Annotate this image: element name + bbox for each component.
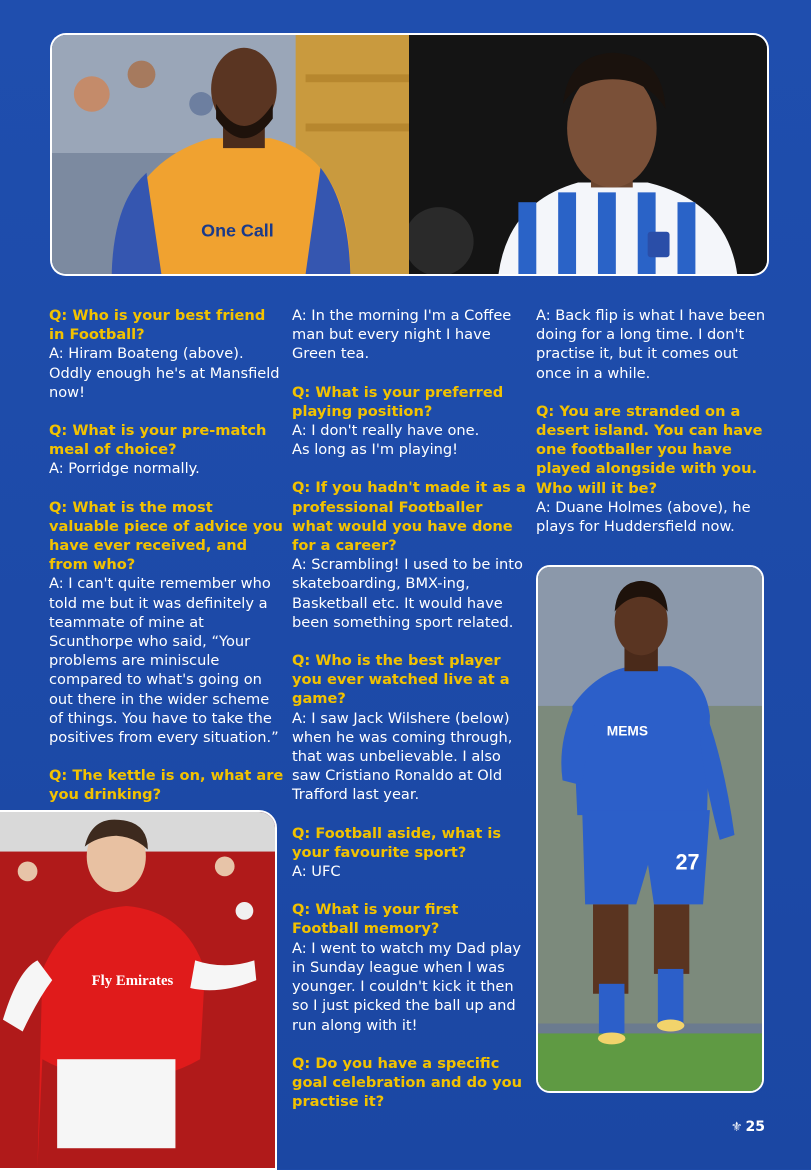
answer-text: A: Porridge normally. [49, 460, 200, 478]
photo-player-red-kit [0, 810, 277, 1170]
question-text: Q: You are stranded on a desert island. You can have one footballer you have played alongside with you. Who will it be? [536, 402, 763, 497]
question-text: Q: Who is your best friend in Football? [49, 307, 266, 344]
answer-text: A: I can't quite remember who told me but it was definitely a teammate of mine at Scunthorpe who said, “Your problems are miniscule compared to what's going on out there in the wider scheme of things. You have to take the positives from every situation.” [49, 575, 279, 747]
qa-item [292, 824, 528, 882]
shirt-sponsor-text-blue: MEMS [606, 722, 648, 739]
qa-item [536, 306, 772, 383]
question-text: Q: The kettle is on, what are you drinking? [49, 767, 284, 804]
question-text: Q: What is your first Football memory? [292, 901, 459, 938]
page-number-text: 25 [745, 1119, 765, 1135]
answer-text: A: Duane Holmes (above), he plays for Huddersfield now. [536, 498, 751, 536]
question-text: Q: What is your pre-match meal of choice? [49, 422, 267, 459]
qa-item [292, 478, 528, 632]
question-text: Q: Do you have a specific goal celebration and do you practise it? [292, 1054, 523, 1111]
answer-text: A: In the morning I'm a Coffee man but every night I have Green tea. [292, 307, 512, 363]
qa-item [49, 766, 285, 804]
photo-player-amber-kit [50, 33, 410, 276]
qa-item [292, 383, 528, 460]
question-text: Q: Who is the best player you ever watched live at a game? [292, 652, 510, 708]
qa-item [292, 1054, 528, 1112]
photo-player-blue-kit [536, 565, 764, 1093]
question-text: Q: What is the most valuable piece of advice you have ever received, and from who? [49, 498, 283, 574]
qa-item [292, 306, 528, 364]
qa-item [536, 402, 772, 536]
answer-text: A: I saw Jack Wilshere (below) when he was coming through, that was unbelievable. I also saw Cristiano Ronaldo at Old Trafford last year. [292, 709, 513, 804]
answer-text: A: UFC [292, 863, 341, 881]
question-text: Q: Football aside, what is your favourite sport? [292, 824, 502, 861]
shirt-number: 27 [675, 849, 700, 875]
answer-text-continued: As long as I'm playing! [292, 441, 459, 459]
page-number [731, 1119, 765, 1135]
qa-item [292, 651, 528, 805]
question-text: Q: What is your preferred playing position? [292, 383, 504, 420]
qa-item [292, 900, 528, 1034]
question-text: Q: If you hadn't made it as a professional Footballer what would you have done for a career? [292, 479, 526, 555]
interview-column-3 [536, 306, 772, 555]
club-crest-icon: ⚜ [730, 1120, 743, 1135]
answer-text: A: Hiram Boateng (above). Oddly enough he's at Mansfield now! [49, 345, 280, 401]
shirt-sponsor-text-red: Fly Emirates [91, 973, 174, 990]
answer-text: A: I don't really have one. [292, 422, 480, 440]
answer-text: A: Scrambling! I used to be into skateboarding, BMX-ing, Basketball etc. It would have been something sport related. [292, 556, 523, 631]
answer-text: A: Back flip is what I have been doing for a long time. I don't practise it, but it comes out once in a while. [536, 307, 766, 382]
photo-player-striped-kit [409, 33, 769, 276]
qa-item [49, 498, 285, 748]
interview-column-2 [292, 306, 528, 1130]
qa-item [49, 421, 285, 479]
answer-text: A: I went to watch my Dad play in Sunday league when I was younger. I couldn't kick it then so I just picked the ball up and run along with it! [292, 939, 522, 1034]
interview-column-1 [49, 306, 285, 824]
shirt-sponsor-text: One Call [201, 220, 274, 241]
qa-item [49, 306, 285, 402]
